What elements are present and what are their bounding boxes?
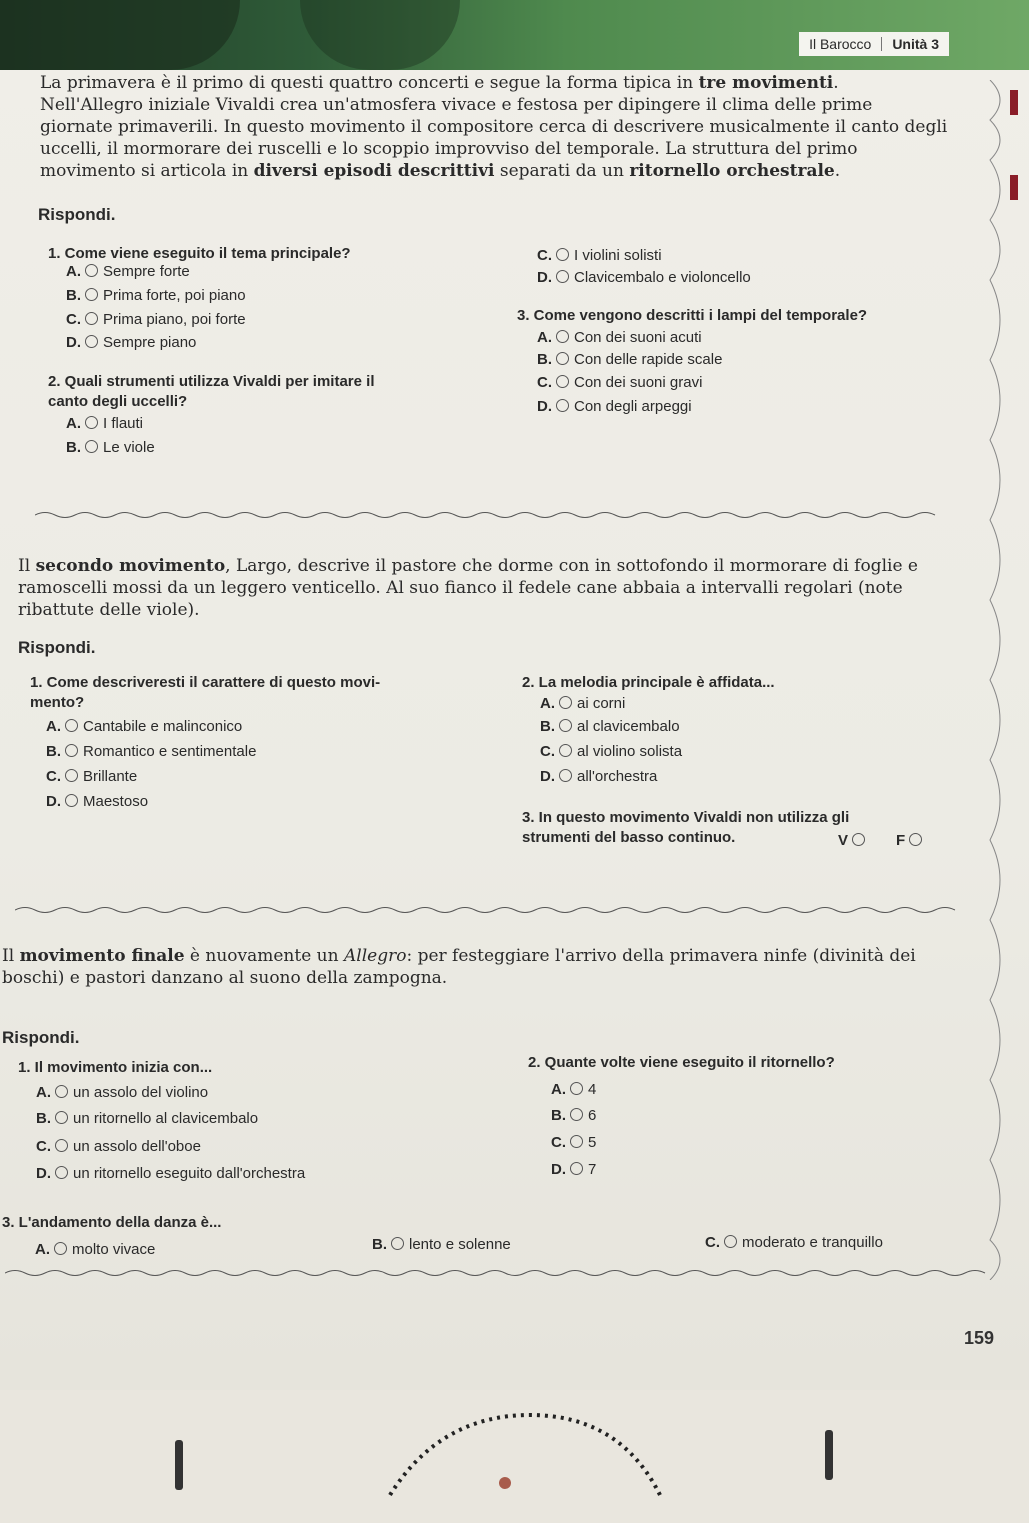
binder-ring: [825, 1430, 833, 1480]
option-text: Prima piano, poi forte: [103, 311, 246, 328]
radio-circle[interactable]: [85, 264, 98, 277]
option-letter: B.: [372, 1236, 387, 1253]
intro-bold: diversi episodi descrittivi: [253, 161, 495, 181]
header-decoration: [0, 0, 240, 70]
option[interactable]: [46, 767, 137, 787]
option-letter: D.: [46, 793, 61, 810]
option-letter: C.: [537, 247, 552, 264]
option-text: 6: [588, 1107, 597, 1124]
option[interactable]: [36, 1137, 201, 1157]
question-text: canto degli uccelli?: [48, 393, 188, 410]
question-2-3: [522, 808, 849, 848]
option-letter: A.: [66, 415, 81, 432]
radio-circle[interactable]: [54, 1242, 67, 1255]
option-letter: C.: [540, 743, 555, 760]
option-letter: D.: [551, 1161, 566, 1178]
option-text: Con delle rapide scale: [574, 351, 723, 368]
option[interactable]: [66, 438, 155, 458]
intro-text: è nuovamente un: [184, 946, 344, 966]
radio-circle[interactable]: [556, 352, 569, 365]
radio-circle[interactable]: [55, 1085, 68, 1098]
option-text: Con degli arpeggi: [574, 398, 692, 415]
radio-circle[interactable]: [556, 270, 569, 283]
option[interactable]: [540, 717, 680, 737]
option-text: Sempre piano: [103, 334, 197, 351]
option-text: Prima forte, poi piano: [103, 287, 246, 304]
option[interactable]: [35, 1240, 155, 1260]
option-text: 5: [588, 1134, 597, 1151]
false-option[interactable]: [896, 831, 927, 851]
radio-circle[interactable]: [724, 1235, 737, 1248]
radio-circle[interactable]: [55, 1166, 68, 1179]
option-letter: B.: [66, 439, 81, 456]
true-option[interactable]: [838, 831, 870, 851]
radio-circle[interactable]: [570, 1162, 583, 1175]
option-letter: D.: [36, 1165, 51, 1182]
option-text: molto vivace: [72, 1241, 156, 1258]
question-1-3: 3. Come vengono descritti i lampi del temporale?: [517, 307, 868, 324]
radio-circle[interactable]: [65, 769, 78, 782]
question-1-2: [48, 372, 374, 412]
option-text: 4: [588, 1081, 597, 1098]
radio-circle[interactable]: [909, 833, 922, 846]
radio-circle[interactable]: [570, 1108, 583, 1121]
wavy-divider: [35, 510, 945, 520]
option-letter: B.: [36, 1110, 51, 1127]
radio-circle[interactable]: [85, 335, 98, 348]
option-text: ai corni: [577, 695, 626, 712]
radio-circle[interactable]: [65, 794, 78, 807]
wavy-divider: [5, 1268, 995, 1278]
header-band: [0, 0, 1029, 70]
intro-text: Il: [2, 946, 20, 966]
page-number: 159: [963, 1328, 994, 1348]
radio-circle[interactable]: [556, 375, 569, 388]
option[interactable]: [66, 262, 190, 282]
option[interactable]: [551, 1160, 596, 1180]
intro-text: , Largo, descrive il pastore che dorme con in sottofondo il mormorare di foglie e ramoscelli mossi da un leggero venticello. Al suo fianco il fedele cane abbaia a intervalli regolari (note ribattute delle viole).: [18, 556, 918, 620]
option[interactable]: [551, 1080, 596, 1100]
option-text: Con dei suoni gravi: [574, 374, 703, 391]
intro-bold: secondo movimento: [35, 556, 226, 576]
option-letter: D.: [66, 334, 81, 351]
intro-text: : per festeggiare l'arrivo della primavera ninfe (divinità dei boschi) e pastori danzano al suono della zampogna.: [2, 946, 916, 988]
wavy-divider: [15, 905, 970, 915]
option[interactable]: [705, 1233, 883, 1253]
option[interactable]: [36, 1083, 208, 1103]
option-text: I violini solisti: [574, 247, 662, 264]
radio-circle[interactable]: [570, 1082, 583, 1095]
option-letter: B.: [46, 743, 61, 760]
option-letter: V: [838, 832, 849, 849]
option-text: Sempre forte: [103, 263, 190, 280]
option-letter: A.: [551, 1081, 566, 1098]
radio-circle[interactable]: [55, 1139, 68, 1152]
option-letter: B.: [537, 351, 552, 368]
option-text: Clavicembalo e violoncello: [574, 269, 751, 286]
option-text: un assolo del violino: [73, 1084, 209, 1101]
option-letter: D.: [540, 768, 555, 785]
intro-paragraph-3: [2, 945, 977, 989]
option-text: al violino solista: [577, 743, 683, 760]
section-name: Il Barocco: [809, 36, 872, 52]
option[interactable]: [537, 246, 662, 266]
question-1-1: 1. Come viene eseguito il tema principale?: [48, 245, 351, 262]
option[interactable]: [46, 717, 242, 737]
option[interactable]: [66, 310, 246, 330]
option-letter: C.: [46, 768, 61, 785]
option-letter: C.: [551, 1134, 566, 1151]
radio-circle[interactable]: [559, 744, 572, 757]
question-2-2: 2. La melodia principale è affidata...: [522, 674, 775, 691]
option-text: lento e solenne: [409, 1236, 511, 1253]
option-letter: A.: [66, 263, 81, 280]
option[interactable]: [540, 767, 657, 787]
radio-circle[interactable]: [556, 399, 569, 412]
question-2-1: [30, 673, 380, 713]
option[interactable]: [540, 694, 625, 714]
intro-text: Il: [18, 556, 36, 576]
intro-italic: Allegro: [343, 946, 407, 966]
option-letter: A.: [35, 1241, 50, 1258]
option-text: Brillante: [83, 768, 138, 785]
option-text: Con dei suoni acuti: [574, 329, 702, 346]
option[interactable]: [372, 1235, 511, 1255]
option-letter: C.: [537, 374, 552, 391]
option[interactable]: [551, 1133, 596, 1153]
question-text: 2. Quali strumenti utilizza Vivaldi per imitare il: [48, 373, 375, 390]
rispondi-heading: Rispondi.: [38, 205, 116, 224]
radio-circle[interactable]: [85, 416, 98, 429]
question-text: 1. Come descriveresti il carattere di questo movi-: [30, 674, 381, 691]
question-text: mento?: [30, 694, 85, 711]
option-text: Le viole: [103, 439, 155, 456]
option-text: un ritornello al clavicembalo: [73, 1110, 259, 1127]
option-letter: F: [896, 832, 906, 849]
option[interactable]: [66, 286, 246, 306]
option-text: un ritornello eseguito dall'orchestra: [73, 1165, 306, 1182]
radio-circle[interactable]: [391, 1237, 404, 1250]
question-text: strumenti del basso continuo.: [522, 829, 736, 846]
option[interactable]: [46, 742, 256, 762]
radio-circle[interactable]: [65, 719, 78, 732]
radio-circle[interactable]: [65, 744, 78, 757]
option-letter: B.: [66, 287, 81, 304]
option[interactable]: [551, 1106, 596, 1126]
option-letter: C.: [36, 1138, 51, 1155]
option-letter: D.: [537, 269, 552, 286]
radio-circle[interactable]: [559, 696, 572, 709]
option-letter: A.: [46, 718, 61, 735]
rispondi-heading: Rispondi.: [2, 1028, 80, 1047]
option[interactable]: [537, 397, 692, 417]
option-text: Maestoso: [83, 793, 149, 810]
header-divider: [881, 37, 882, 51]
option-text: al clavicembalo: [577, 718, 680, 735]
option[interactable]: [537, 268, 751, 288]
option-letter: C.: [66, 311, 81, 328]
radio-circle[interactable]: [55, 1111, 68, 1124]
option[interactable]: [66, 333, 196, 353]
option-text: 7: [588, 1161, 597, 1178]
option-text: un assolo dell'oboe: [73, 1138, 201, 1155]
radio-circle[interactable]: [556, 330, 569, 343]
option-text: Cantabile e malinconico: [83, 718, 243, 735]
option-text: Romantico e sentimentale: [83, 743, 257, 760]
intro-text: La primavera è il primo di questi quattro concerti e segue la forma tipica in: [40, 73, 699, 93]
intro-paragraph-2: [18, 555, 963, 621]
question-3-2: 2. Quante volte viene eseguito il ritornello?: [528, 1054, 835, 1071]
option-letter: A.: [36, 1084, 51, 1101]
radio-circle[interactable]: [559, 719, 572, 732]
option[interactable]: [46, 792, 148, 812]
radio-circle[interactable]: [559, 769, 572, 782]
option[interactable]: [36, 1109, 258, 1129]
side-bracket-decoration: [985, 80, 1025, 1280]
option[interactable]: [537, 373, 702, 393]
intro-bold: tre movimenti: [698, 73, 834, 93]
option-text: all'orchestra: [577, 768, 658, 785]
question-3-1: 1. Il movimento inizia con...: [18, 1059, 213, 1076]
option[interactable]: [36, 1164, 305, 1184]
option-text: I flauti: [103, 415, 144, 432]
option[interactable]: [540, 742, 682, 762]
header-decoration: [300, 0, 460, 70]
radio-circle[interactable]: [556, 248, 569, 261]
header-label: [799, 32, 949, 56]
radio-circle[interactable]: [85, 312, 98, 325]
intro-bold: movimento finale: [19, 946, 185, 966]
unit-name: Unità 3: [892, 36, 939, 52]
rispondi-heading: Rispondi.: [18, 638, 96, 657]
question-3-3: 3. L'andamento della danza è...: [2, 1214, 222, 1231]
radio-circle[interactable]: [852, 833, 865, 846]
option[interactable]: [66, 414, 143, 434]
option[interactable]: [537, 350, 722, 370]
intro-paragraph-1: La primavera è il primo di questi quattro concerti e segue la forma tipica in tre movimenti. Nell'Allegro iniziale Vivaldi crea un'atmosfera vivace e festosa per dipingere il clima delle prime giornate primaverili. In questo movimento il compositore cerca di descrivere musicalmente il canto degli uccelli, il mormorare dei ruscelli e lo scoppio improvviso del temporale. La struttura del primo movimento si articola in diversi episodi descrittivi separati da un ritornello orchestrale.: [40, 73, 948, 181]
option-letter: A.: [537, 329, 552, 346]
option-letter: B.: [551, 1107, 566, 1124]
radio-circle[interactable]: [570, 1135, 583, 1148]
option-letter: C.: [705, 1234, 720, 1251]
binder-ring: [175, 1440, 183, 1490]
spiral-binding-decoration: [380, 1405, 670, 1505]
radio-circle[interactable]: [85, 440, 98, 453]
option-text: moderato e tranquillo: [742, 1234, 883, 1251]
intro-text: Nell'Allegro iniziale Vivaldi crea un'atmosfera vivace e festosa per dipingere il clima delle prime giornate primaverili. In questo movimento il compositore cerca di descrivere musicalmente il canto degli uccelli, il mormorare dei ruscelli e lo scoppio improvviso del temporale. La struttura del primo movimento si articola in: [40, 95, 948, 181]
question-text: 3. In questo movimento Vivaldi non utilizza gli: [522, 809, 850, 826]
option-letter: D.: [537, 398, 552, 415]
option-letter: B.: [540, 718, 555, 735]
option[interactable]: [537, 328, 702, 348]
intro-bold: ritornello orchestrale: [629, 161, 835, 181]
option-letter: A.: [540, 695, 555, 712]
intro-text: separati da un: [494, 161, 630, 181]
radio-circle[interactable]: [85, 288, 98, 301]
